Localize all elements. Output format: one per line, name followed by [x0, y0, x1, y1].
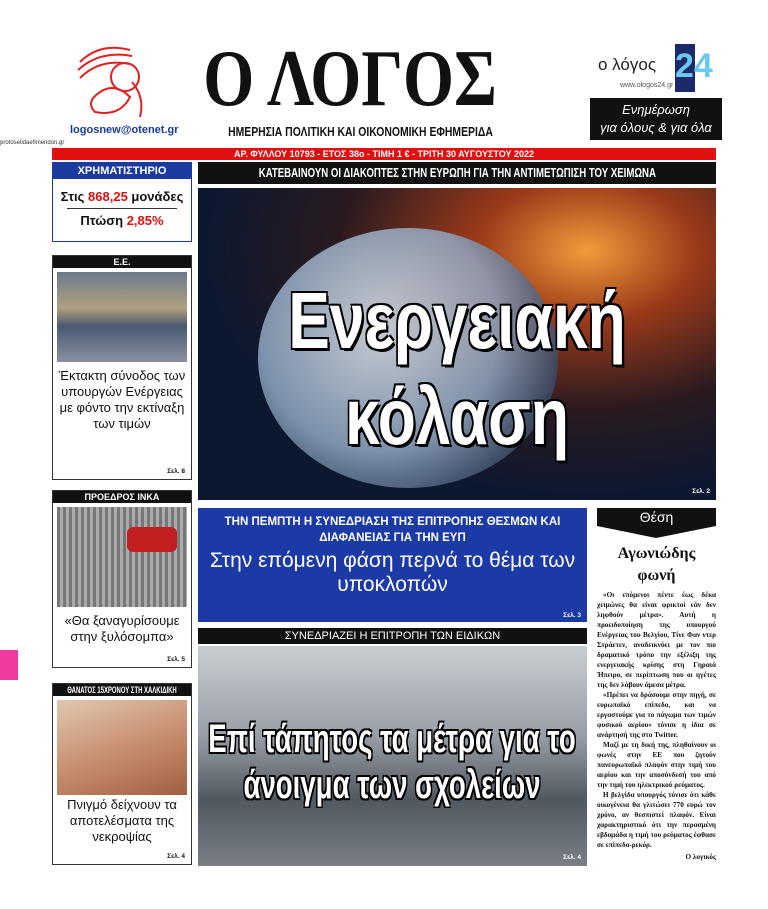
stock-line-1: Στις 868,25 μονάδες [60, 189, 184, 204]
opinion-label: Θέση [597, 508, 716, 526]
third-story-photo[interactable] [198, 646, 587, 866]
second-headline: Στην επόμενη φάση περνά το θέμα των υποκλοπών [209, 549, 576, 596]
side-story-text: Έκτακτη σύνοδος των υπουργών Ενέργειας με φόντο την εκτίναξη των τιμών [58, 368, 186, 431]
promo-brand: ο λόγος [598, 55, 657, 74]
slogan-line: για όλους & για όλα [600, 120, 712, 135]
second-kicker: ΤΗΝ ΠΕΜΠΤΗ Η ΣΥΝΕΔΡΙΑΣΗ ΤΗΣ ΕΠΙΤΡΟΠΗΣ ΘΕΣΜΩΝ ΚΑΙ ΔΙΑΦΑΝΕΙΑΣ ΓΙΑ ΤΗΝ ΕΥΠ [224, 516, 561, 544]
side-story-header [53, 256, 191, 268]
page-ref: Σελ. 3 [563, 612, 581, 619]
opinion-signature: Ο λογικός [685, 853, 716, 861]
side-story-inka[interactable] [52, 490, 192, 668]
fuel-pump-photo [57, 507, 187, 607]
newspaper-logo-illustration [70, 42, 160, 120]
opinion-label-arrow [597, 526, 716, 538]
promo-brand-number: 24 [675, 44, 695, 92]
promo-url[interactable]: www.ologos24.gr [620, 82, 674, 89]
stock-header: ΧΡΗΜΑΤΙΣΤΗΡΙΟ [53, 163, 191, 179]
page-ref: Σελ. 4 [563, 854, 581, 861]
stock-market-box [52, 162, 192, 242]
page-ref: Σελ. 2 [692, 488, 710, 495]
side-story-header-text: Ε.Ε. [113, 257, 131, 267]
lead-kicker-text: ΚΑΤΕΒΑΙΝΟΥΝ ΟΙ ΔΙΑΚΟΠΤΕΣ ΣΤΗΝ ΕΥΡΩΠΗ ΓΙΑ ΤΗΝ ΑΝΤΙΜΕΤΩΠΙΣΗ ΤΟΥ ΧΕΙΜΩΝΑ [258, 165, 656, 180]
side-story-header-text: ΠΡΟΕΔΡΟΣ ΙΝΚΑ [84, 492, 160, 502]
promo-slogan-box [590, 98, 722, 140]
lead-kicker [198, 162, 716, 184]
third-headline: Επί τάπητος τα μέτρα για το άνοιγμα των σχολείων [208, 717, 576, 807]
side-story-chalkidiki[interactable] [52, 683, 192, 865]
contact-email[interactable]: logosnew@otenet.gr [70, 124, 179, 136]
opinion-body: «Οι επόμενοι πέντε έως δέκα χειμώνες θα είναι φρικτοί εάν δεν ληφθούν μέτρα». Αυτή η προειδοποίηση της υπουργού Ενέργειας του Βελγίου, Τίνε Φαν ντερ Στράετεν, αναδεικνύει με τον πιο δραματικό τρόπο την εξέλιξη της ενεργειακής κρίσης στη Γηραιά Ήπειρο, σε περίπτωση που οι ηγέτες της δεν λάβουν άμεσα μέτρα. «Πρέπει να δράσουμε στην πηγή, σε ευρωπαϊκό επίπεδο, και να εργαστούμε για το πάγωμα των τιμών φυσικού αερίου» τόνισε η ίδια σε ανάρτησή της στο Twitter. Μαζί με τη δική της, πληθαίνουν οι φωνές στην ΕΕ που ζητούν πανευρωπαϊκό πλαφόν στην τιμή του αερίου και την αποσύνδεσή του από την τιμή του ηλεκτρικού ρεύματος. Η βελγίδα υπουργός τόνισε ότι κάθε οικογένεια θα γλιτώσει 770 ευρώ τον χρόνο, αν θεσπιστεί πλαφόν. Είναι χαρακτηριστικό ότι την περασμένη εβδομάδα η τιμή του ρεύματος έφθασε σε επίπεδο-ρεκόρ. Ο λογικός [597, 591, 716, 861]
second-story[interactable] [198, 508, 587, 622]
side-story-header [53, 684, 191, 696]
page-edge-marker [0, 650, 18, 680]
slogan-line: Ενημέρωση [622, 102, 690, 117]
lead-headline: Ενεργειακή κόλαση [288, 276, 626, 461]
side-story-eu[interactable] [52, 255, 192, 480]
masthead-title [200, 36, 500, 122]
eu-meeting-photo [57, 272, 187, 362]
page-ref: Σελ. 4 [167, 853, 185, 860]
side-story-header-text: ΘΑΝΑΤΟΣ 15ΧΡΟΝΟΥ ΣΤΗ ΧΑΛΚΙΔΙΚΗ [67, 685, 177, 695]
opinion-title: Αγωνιώδης φωνή [617, 545, 696, 584]
beach-photo [57, 700, 187, 795]
lead-story-photo[interactable] [198, 188, 716, 500]
stock-line-2: Πτώση 2,85% [80, 213, 164, 228]
page-ref: Σελ. 8 [167, 468, 185, 475]
site-credit: protoselidaefimeridon.gr [0, 140, 65, 146]
side-story-header [53, 491, 191, 503]
third-kicker: ΣΥΝΕΔΡΙΑΖΕΙ Η ΕΠΙΤΡΟΠΗ ΤΩΝ ΕΙΔΙΚΩΝ [198, 628, 587, 644]
issue-info-bar: ΑΡ. ΦΥΛΛΟΥ 10793 - ΕΤΟΣ 38ο - ΤΙΜΗ 1 € - ΤΡΙΤΗ 30 ΑΥΓΟΥΣΤΟΥ 2022 [52, 148, 716, 160]
masthead-title-text: Ο ΛΟΓΟΣ [203, 35, 497, 123]
masthead-tagline [200, 124, 520, 140]
page-ref: Σελ. 5 [167, 656, 185, 663]
masthead-tagline-text: ΗΜΕΡΗΣΙΑ ΠΟΛΙΤΙΚΗ ΚΑΙ ΟΙΚΟΝΟΜΙΚΗ ΕΦΗΜΕΡΙΔΑ [227, 124, 493, 139]
side-story-text: Πνιγμό δείχνουν τα αποτελέσματα της νεκροψίας [67, 797, 177, 844]
side-story-text: «Θα ξαναγυρίσουμε στην ξυλόσομπα» [64, 613, 180, 644]
